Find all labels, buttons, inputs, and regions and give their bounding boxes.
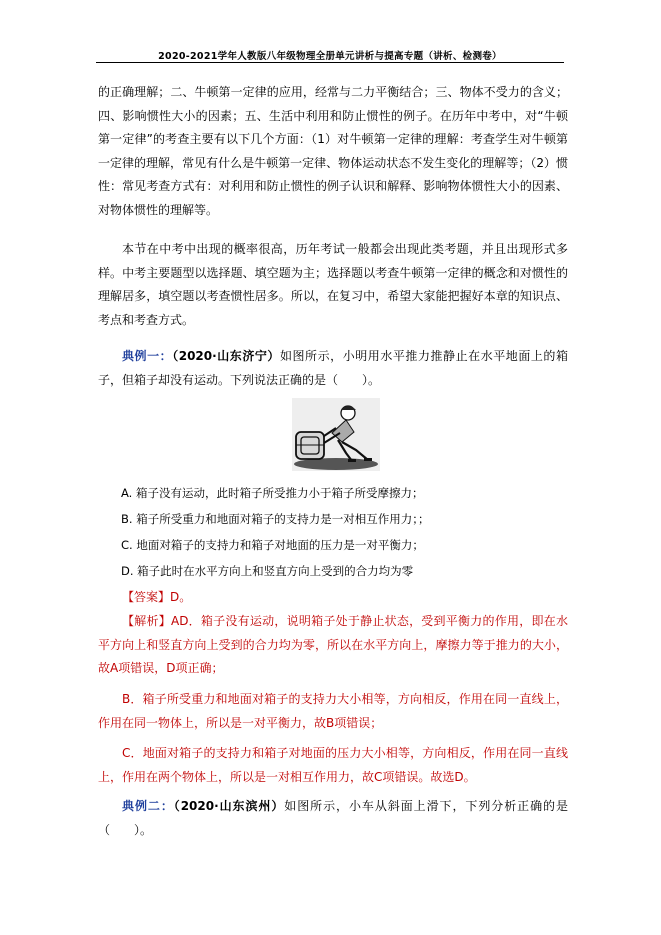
header-divider [96,62,564,63]
option-c: C. 地面对箱子的支持力和箱子对地面的压力是一对平衡力； [121,538,424,552]
analysis-label: 【解析】 [122,614,171,628]
example2-question [98,795,568,842]
analysis-ad [98,610,568,681]
analysis-b: B．箱子所受重力和地面对箱子的支持力大小相等，方向相反，作用在同一直线上，作用在同一物体上，所以是一对平衡力，故B项错误； [98,692,568,730]
option-a: A. 箱子没有运动，此时箱子所受推力小于箱子所受摩擦力； [121,486,424,500]
intro-paragraph-1: 的正确理解；二、牛顿第一定律的应用，经常与二力平衡结合；三、物体不受力的含义；四、影响惯性大小的因素；五、生活中利用和防止惯性的例子。在历年中考中，对“牛顿第一定律”的考查主要有以下几个方面：（1）对牛顿第一定律的理解：考查学生对牛顿第一定律的理解，常见有什么是牛顿第一定律、物体运动状态不发生变化的理解等；（2）惯性：常见考查方式有：对利用和防止惯性的例子认识和解释、影响物体惯性大小的因素、对物体惯性的理解等。 [98,85,568,217]
option-b: B. 箱子所受重力和地面对箱子的支持力是一对相互作用力；； [121,512,430,526]
page-header: 2020-2021学年人教版八年级物理全册单元讲析与提高专题（讲析、检测卷） [158,51,502,62]
boy-pushing-box-figure [292,398,380,471]
answer-line [98,586,568,610]
example2-label: 典例二： [122,799,174,813]
example1-source: （2020·山东济宁） [172,349,280,363]
answer-label: 【答案】 [122,590,171,604]
example1-label: 典例一： [122,349,173,363]
example1-stem: 如图所示，小明用水平推力推静止在水平地面上的箱子，但箱子却没有运动。下列说法正确的是（ ）。 [98,349,568,387]
example1-question [98,345,568,392]
example2-source: （2020·山东滨州） [173,799,285,813]
answer-value: D。 [170,590,192,604]
example2-stem: 如图所示，小车从斜面上滑下，下列分析正确的是（ ）。 [98,799,568,837]
analysis-ad-text: AD．箱子没有运动，说明箱子处于静止状态，受到平衡力的作用，即在水平方向上和竖直方向上受到的合力均为零，所以在水平方向上，摩擦力等于推力的大小，故A项错误，D项正确； [98,614,568,675]
intro-paragraph-2: 本节在中考中出现的概率很高，历年考试一般都会出现此类考题，并且出现形式多样。中考主要题型以选择题、填空题为主；选择题以考查牛顿第一定律的概念和对惯性的理解居多，填空题以考查惯性居多。所以，在复习中，希望大家能把握好本章的知识点、考点和考查方式。 [98,242,568,327]
option-d: D. 箱子此时在水平方向上和竖直方向上受到的合力均为零 [121,564,414,578]
analysis-c: C．地面对箱子的支持力和箱子对地面的压力大小相等，方向相反，作用在同一直线上，作用在两个物体上，所以是一对相互作用力，故C项错误。故选D。 [98,746,568,784]
